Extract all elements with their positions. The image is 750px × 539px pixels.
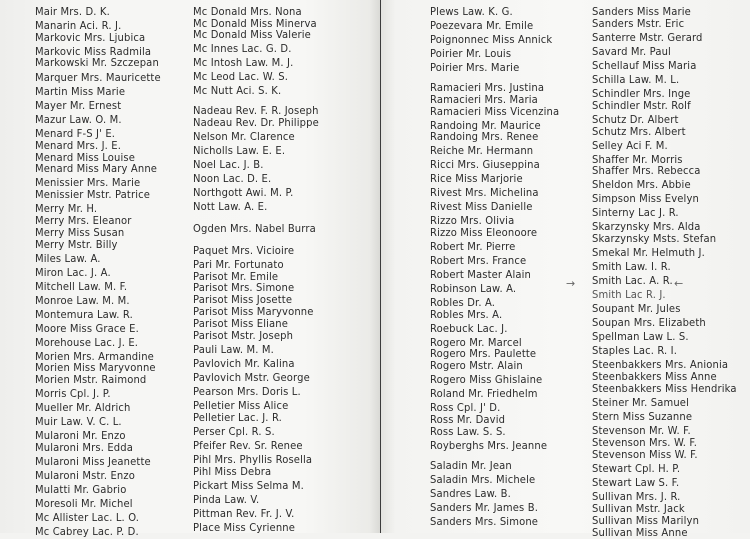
directory-entry: Moore Miss Grace E. (35, 322, 139, 335)
directory-entry: Randoing Mr. Maurice (430, 119, 541, 132)
directory-entry: Poirier Mrs. Marie (430, 62, 520, 74)
directory-entry: Poirier Mr. Louis (430, 48, 512, 60)
directory-entry: Shaffer Mr. Morris (592, 153, 683, 166)
directory-entry: Noon Lac. D. E. (193, 172, 272, 185)
directory-entry: Mueller Mr. Aldrich (35, 402, 131, 414)
directory-entry: Savard Mr. Paul (592, 46, 671, 58)
directory-entry: Mularoni Miss Jeanette (35, 456, 151, 468)
directory-entry: Randoing Mrs. Renee (430, 131, 539, 143)
right-annotation-arrow-icon: ← (674, 277, 684, 290)
directory-entry: Ogden Mrs. Nabel Burra (193, 222, 316, 235)
directory-entry: Marquer Mrs. Mauricette (35, 71, 161, 84)
directory-entry: Pavlovich Mr. Kalina (193, 357, 295, 370)
directory-entry: Rizzo Mrs. Olivia (430, 215, 515, 227)
directory-entry: Pavlovich Mstr. George (193, 371, 310, 384)
directory-entry: Plews Law. K. G. (430, 6, 513, 18)
directory-entry: Mulatti Mr. Gabrio (35, 484, 127, 496)
directory-entry: Moresoli Mr. Michel (35, 498, 133, 510)
highlighted-directory-entry: Smith Lac R. J. (592, 289, 666, 301)
directory-entry: Stewart Cpl. H. P. (592, 463, 681, 475)
directory-entry: Poignonnec Miss Annick (430, 34, 553, 46)
directory-entry: Reiche Mr. Hermann (430, 145, 534, 157)
directory-entry: Merry Mstr. Billy (35, 238, 118, 251)
directory-entry: Menard Mrs. J. E. (35, 139, 122, 152)
directory-entry: Sullivan Miss Anne (592, 527, 688, 539)
directory-entry: Saladin Mr. Jean (430, 459, 512, 472)
directory-entry: Pearson Mrs. Doris L. (193, 385, 301, 398)
directory-entry: Robert Mr. Pierre (430, 240, 516, 253)
directory-entry: Markovic Miss Radmila (35, 45, 152, 58)
directory-entry: Merry Miss Susan (35, 226, 125, 239)
directory-entry: Pihl Mrs. Phyllis Rosella (193, 453, 313, 466)
directory-entry: Nadeau Rev. Dr. Philippe (193, 116, 319, 129)
directory-entry: Morris Cpl. J. P. (35, 388, 111, 400)
directory-entry: Merry Mr. H. (35, 203, 98, 215)
directory-entry: Smith Law. I. R. (592, 261, 671, 273)
directory-entry: Rogero Mr. Marcel (430, 336, 522, 349)
directory-entry: Smith Lac. A. R. (592, 275, 673, 287)
directory-entry: Montemura Law. R. (35, 308, 133, 321)
directory-entry: Pelletier Miss Alice (193, 399, 289, 412)
directory-entry: Pfeifer Rev. Sr. Renee (193, 439, 303, 452)
directory-entry: Ross Mr. David (430, 413, 506, 426)
directory-entry: Ricci Mrs. Giuseppina (430, 159, 540, 171)
directory-entry: Ramacieri Miss Vicenzina (430, 105, 560, 118)
directory-entry: Parisot Mrs. Simone (193, 282, 295, 294)
directory-entry: Parisot Miss Maryvonne (193, 305, 314, 318)
directory-entry: Robles Dr. A. (430, 296, 496, 309)
directory-entry: Mularoni Mr. Enzo (35, 430, 126, 442)
directory-entry: Manarin Aci. R. J. (35, 20, 122, 32)
directory-entry: Rogero Mstr. Alain (430, 360, 523, 372)
directory-entry: Sanders Miss Marie (592, 6, 691, 18)
directory-entry: Staples Lac. R. I. (592, 345, 678, 357)
directory-entry: Mc Leod Lac. W. S. (193, 71, 289, 83)
directory-entry: Menard Miss Mary Anne (35, 163, 158, 175)
directory-entry: Noel Lac. J. B. (193, 158, 264, 171)
directory-entry: Ramacieri Mrs. Maria (430, 93, 538, 106)
directory-entry: Robert Mrs. France (430, 254, 527, 267)
directory-entry: Nelson Mr. Clarence (193, 130, 295, 143)
directory-entry: Mc Intosh Law. M. J. (193, 57, 294, 69)
directory-entry: Roland Mr. Friedhelm (430, 388, 538, 400)
directory-entry: Paquet Mrs. Vicioire (193, 244, 295, 257)
directory-entry: Royberghs Mrs. Jeanne (430, 439, 548, 452)
directory-entry: Santerre Mstr. Gerard (592, 32, 703, 44)
directory-entry: Schellauf Miss Maria (592, 60, 697, 72)
directory-entry: Pittman Rev. Fr. J. V. (193, 507, 295, 520)
directory-entry: Pelletier Lac. J. R. (193, 411, 282, 424)
directory-entry: Mair Mrs. D. K. (35, 6, 110, 18)
directory-entry: Mularoni Mrs. Edda (35, 442, 133, 454)
directory-entry: Stevenson Mrs. W. F. (592, 437, 698, 449)
directory-entry: Schindler Mstr. Rolf (592, 99, 691, 112)
directory-entry: Ross Cpl. J' D. (430, 402, 501, 414)
directory-entry: Muir Law. V. C. L. (35, 416, 122, 428)
directory-entry: Mc Donald Miss Valerie (193, 29, 311, 41)
directory-entry: Sanders Mstr. Eric (592, 18, 685, 30)
directory-entry: Poezevara Mr. Emile (430, 20, 534, 32)
directory-entry: Selley Aci F. M. (592, 139, 668, 152)
directory-entry: Monroe Law. M. M. (35, 294, 130, 307)
directory-entry: Skarzynsky Mrs. Alda (592, 221, 701, 233)
directory-entry: Stewart Law S. F. (592, 477, 680, 489)
directory-entry: Mc Allister Lac. L. O. (35, 512, 140, 524)
directory-entry: Rogero Mrs. Paulette (430, 348, 537, 360)
directory-entry: Perser Cpl. R. S. (193, 425, 275, 438)
directory-entry: Simpson Miss Evelyn (592, 193, 699, 205)
directory-entry: Sullivan Mstr. Jack (592, 503, 685, 515)
right-page (381, 0, 750, 539)
directory-entry: Morien Mstr. Raimond (35, 374, 147, 386)
directory-entry: Pauli Law. M. M. (193, 343, 274, 356)
directory-entry: Schutz Mrs. Albert (592, 125, 686, 138)
directory-entry: Nadeau Rev. F. R. Joseph (193, 105, 319, 117)
directory-entry: Rivest Mrs. Michelina (430, 187, 539, 199)
directory-entry: Northgott Awi. M. P. (193, 186, 294, 199)
directory-entry: Menard F-S J' E. (35, 128, 116, 140)
directory-entry: Parisot Mr. Emile (193, 270, 279, 283)
directory-entry: Steenbakkers Mrs. Anionia (592, 359, 729, 371)
directory-entry: Pihl Miss Debra (193, 465, 272, 478)
directory-entry: Mayer Mr. Ernest (35, 100, 122, 112)
directory-entry: Parisot Miss Josette (193, 294, 293, 306)
directory-entry: Markovic Mrs. Ljubica (35, 31, 146, 44)
directory-entry: Merry Mrs. Eleanor (35, 215, 132, 227)
directory-entry: Menissier Mrs. Marie (35, 177, 141, 189)
directory-entry: Mazur Law. O. M. (35, 114, 122, 126)
directory-entry: Rogero Miss Ghislaine (430, 374, 543, 386)
directory-entry: Ramacieri Mrs. Justina (430, 82, 545, 94)
directory-entry: Parisot Miss Eliane (193, 317, 289, 330)
directory-entry: Soupant Mr. Jules (592, 303, 681, 315)
directory-entry: Morehouse Lac. J. E. (35, 336, 139, 349)
directory-entry: Miles Law. A. (35, 252, 101, 265)
directory-entry: Sheldon Mrs. Abbie (592, 179, 691, 191)
directory-entry: Mc Nutt Aci. S. K. (193, 85, 282, 97)
directory-entry: Nott Law. A. E. (193, 200, 268, 213)
directory-entry: Sullivan Miss Marilyn (592, 515, 700, 527)
directory-entry: Spellman Law L. S. (592, 331, 689, 343)
directory-entry: Robinson Law. A. (430, 282, 517, 295)
directory-entry: Schilla Law. M. L. (592, 74, 680, 86)
directory-entry: Smekal Mr. Helmuth J. (592, 247, 705, 259)
left-annotation-arrow-icon: → (566, 277, 576, 290)
directory-entry: Rice Miss Marjorie (430, 173, 523, 185)
directory-entry: Pickart Miss Selma M. (193, 479, 304, 492)
directory-entry: Sinterny Lac J. R. (592, 207, 679, 219)
directory-entry: Mitchell Law. M. F. (35, 280, 128, 293)
directory-entry: Steenbakkers Miss Anne (592, 371, 717, 383)
directory-entry: Morien Mrs. Armandine (35, 350, 154, 363)
directory-entry: Soupan Mrs. Elizabeth (592, 317, 706, 329)
directory-entry: Stevenson Mr. W. F. (592, 425, 691, 437)
directory-entry: Markowski Mr. Szczepan (35, 57, 159, 69)
directory-entry: Robles Mrs. A. (430, 308, 503, 321)
directory-entry: Mc Cabrey Lac. P. D. (35, 526, 139, 538)
directory-entry: Nicholls Law. E. E. (193, 144, 286, 157)
directory-entry: Sanders Mrs. Simone (430, 515, 539, 528)
directory-entry: Menard Miss Louise (35, 151, 136, 164)
directory-entry: Morien Miss Maryvonne (35, 362, 156, 374)
directory-entry: Rizzo Miss Eleonoore (430, 226, 538, 239)
directory-entry: Miron Lac. J. A. (35, 266, 111, 279)
directory-entry: Shaffer Mrs. Rebecca (592, 165, 701, 177)
directory-entry: Parisot Mstr. Joseph (193, 329, 294, 342)
directory-entry: Sullivan Mrs. J. R. (592, 491, 681, 503)
directory-entry: Stern Miss Suzanne (592, 411, 693, 423)
directory-entry: Steiner Mr. Samuel (592, 397, 690, 409)
directory-entry: Ross Law. S. S. (430, 425, 506, 438)
directory-entry: Roebuck Lac. J. (430, 322, 508, 335)
directory-entry: Pinda Law. V. (193, 493, 260, 506)
directory-entry: Mc Donald Mrs. Nona (193, 6, 302, 18)
directory-entry: Place Miss Cyrienne (193, 521, 296, 534)
directory-entry: Sanders Mr. James B. (430, 501, 539, 514)
directory-entry: Robert Master Alain (430, 268, 532, 281)
directory-entry: Rivest Miss Danielle (430, 201, 533, 213)
directory-entry: Skarzynsky Msts. Stefan (592, 233, 717, 245)
directory-entry: Pari Mr. Fortunato (193, 258, 284, 271)
directory-entry: Menissier Mstr. Patrice (35, 189, 151, 201)
directory-entry: Schindler Mrs. Inge (592, 88, 691, 100)
directory-entry: Stevenson Miss W. F. (592, 449, 698, 461)
directory-entry: Martin Miss Marie (35, 86, 126, 98)
directory-entry: Mularoni Mstr. Enzo (35, 470, 136, 482)
directory-entry: Schutz Dr. Albert (592, 113, 679, 126)
directory-entry: Steenbakkers Miss Hendrika (592, 383, 737, 395)
directory-entry: Mc Donald Miss Minerva (193, 17, 317, 30)
directory-entry: Sandres Law. B. (430, 487, 511, 500)
directory-entry: Saladin Mrs. Michele (430, 473, 536, 486)
directory-entry: Mc Innes Lac. G. D. (193, 43, 292, 55)
